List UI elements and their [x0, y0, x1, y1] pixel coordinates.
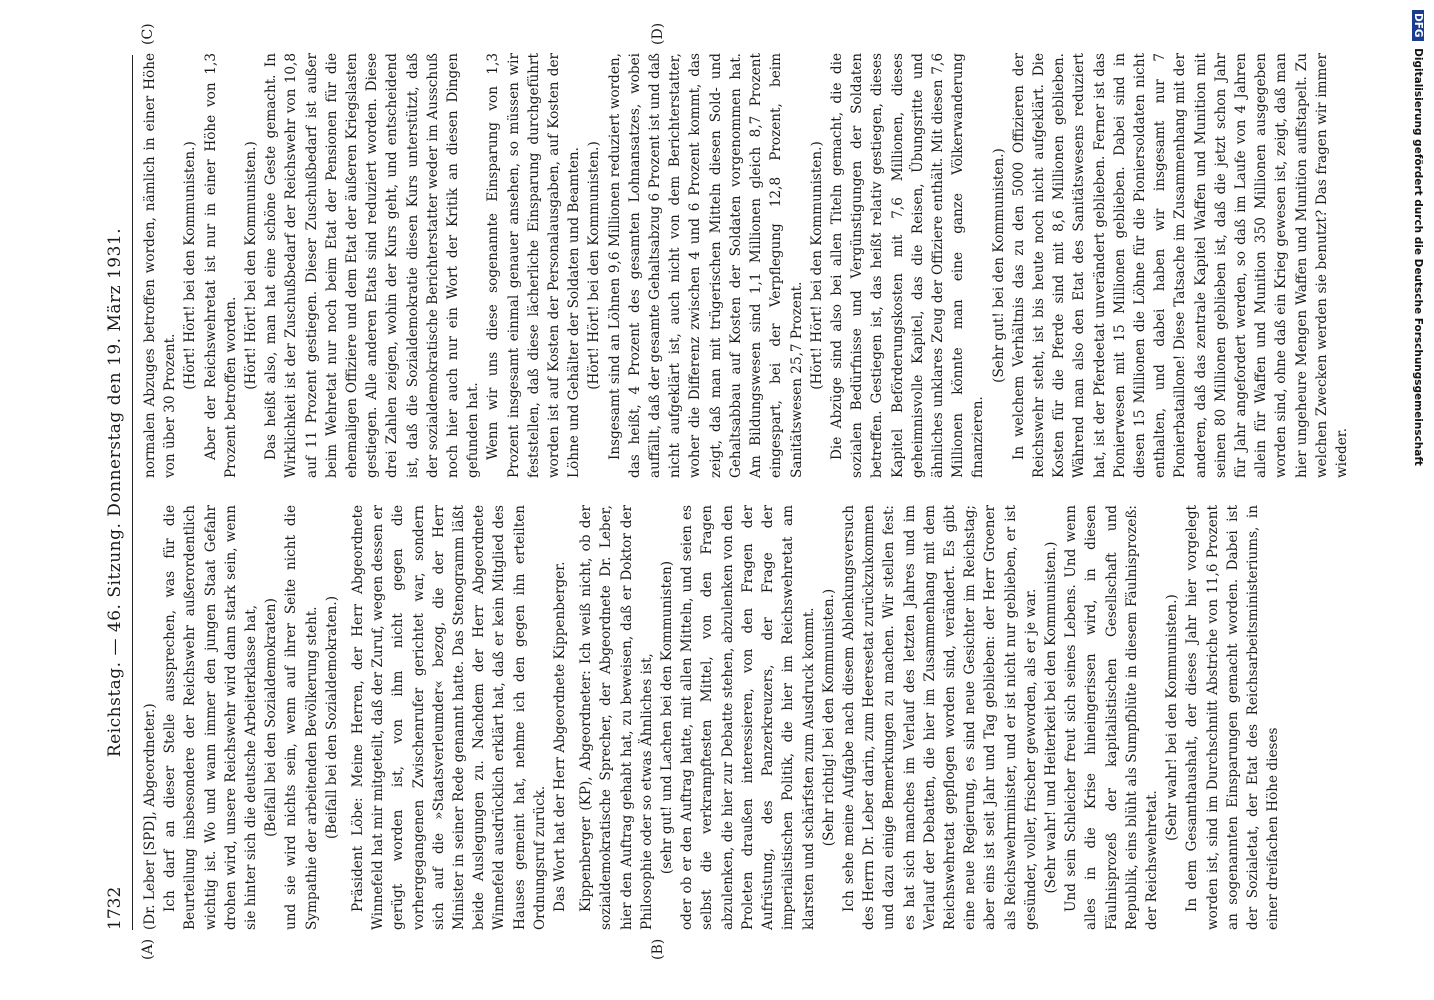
- speaker-reference: (Dr. Leber [SPD], Abgeordneter.): [142, 703, 158, 930]
- interjection: (Hört! Hört! bei den Kommunisten.): [243, 141, 260, 390]
- interjection: (Hört! Hört! bei den Kommunisten.): [586, 141, 603, 390]
- page-number: 1732: [105, 886, 125, 930]
- paragraph: In welchem Verhältnis das zu den 5000 Offizieren der Reichswehr steht, ist bis heute noch nicht aufgeklärt. Die Kosten für die Pferde sind mit 8,6 Millionen geblieben. Während man also den Etat des Sanitätswesens reduziert hat, ist der Pferdeetat unverändert geblieben. Ferner ist das Pionierwesen mit 15 Millionen geblieben. Dabei sind in diesen 15 Millionen die Löhne für die Pioniersoldaten nicht enthalten, und dabei haben wir insgesamt nur 7 Pionierbataillone! Diese Tatsache im Zusammenhang mit der anderen, daß das zentrale Kapitel Waffen und Munition mit seinen 80 Millionen geblieben ist, daß die jetzt schon Jahr für Jahr angefordert werden, so daß im Laufe von 4 Jahren allein für Waffen und Munition 350 Millionen ausgegeben worden sind, ohne daß ein Krieg gewesen ist, zeigt, daß man hier ungeheure Mengen Waffen und Munition auffstapelt. Zu welchen Zwecken werden sie benutzt? Das fragen wir immer wieder.: [1010, 53, 1350, 478]
- interjection: (sehr gut! und Lachen bei den Kommunisten): [659, 560, 676, 875]
- rotated-page: [50, 0, 1350, 1000]
- paragraph: Das heißt also, man hat eine schöne Geste gemacht. In Wirklichkeit ist der Zuschußbedarf der Reichswehr von 10,8 auf 11 Prozent gestiegen. Dieser Zuschußbedarf ist außer beim Wehretat nur noch beim Etat der Pensionen für die ehemaligen Offiziere und dem Etat der äußeren Kriegslasten gestiegen. Alle anderen Etats sind reduziert worden. Diese drei Zahlen zeigen, wohin der Kurs geht, und entscheidend ist, daß die Sozialdemokratie diesen Kurs unterstützt, daß der sozialdemokratische Berichterstatter weder im Ausschuß noch hier auch nur ein Wort der Kritik an diesen Dingen gefunden hat.: [263, 53, 482, 478]
- paragraph: Insgesamt sind an Löhnen 9,6 Millionen reduziert worden, das heißt, 4 Prozent des gesamten Lohnansatzes, wobei auffällt, daß der gesamte Gehaltsabzug 6 Prozent ist und daß nicht aufgeklärt ist, auch nicht von dem Berichterstatter, woher die Differenz zwischen 4 und 6 Prozent kommt, das zeigt, daß man mit trügerischen Mitteln diesen Sold- und Gehaltsabbau auf Kosten der Soldaten vorgenommen hat. Am Bildungswesen sind 1,1 Millionen gleich 8,7 Prozent eingespart, bei der Verpflegung 12,8 Prozent, beim Sanitätswesen 25,7 Prozent.: [606, 53, 805, 478]
- right-column: [140, 53, 1352, 478]
- paragraph: Die Abzüge sind also bei allen Titeln gemacht, die die sozialen Bedürfnisse und Vergünstigungen der Soldaten betreffen. Gestiegen ist, das heißt relativ gestiegen, dieses Kapitel Beförderungskosten mit 7,6 Millionen, dieses geheimnisvolle Kapitel, das die Reisen, Übungsritte und ähnliches unklares Zeug der Offiziere enthält. Mit diesen 7,6 Millionen könnte man eine ganze Völkerwanderung finanzieren.: [828, 53, 987, 478]
- paragraph: Und sein Schleicher freut sich seines Lebens. Und wenn alles in die Krise hineingerissen wird, in diesen Fäulnisprozeß der kapitalistischen Gesellschaft und Republik, eins blüht als Sumpfblüte in diesem Fäulnisprozeß: der Reichswehretat.: [1063, 505, 1160, 930]
- paragraph: Wenn wir uns diese sogenannte Einsparung von 1,3 Prozent insgesamt einmal genauer ansehen, so müssen wir feststellen, daß diese lächerliche Einsparung durchgeführt worden ist auf Kosten der Personalausgaben, auf Kosten der Löhne und Gehälter der Soldaten und Beamten.: [485, 53, 583, 478]
- page-header: [105, 55, 131, 930]
- running-title: Reichstag. — 46. Sitzung. Donnerstag den 19. März 1931.: [105, 227, 125, 758]
- dfg-logo: DFG: [1412, 10, 1424, 41]
- margin-marker-a: (A): [140, 938, 156, 960]
- paragraph: Ich sehe meine Aufgabe nach diesem Ablenkungsversuch des Herrn Dr. Leber darin, zum Heeresetat zurückzukommen und dazu einige Bemerkungen zu machen. Wir stellen fest: es hat sich manches im Verlauf des letzten Jahres und im Verlauf der Debatten, die hier im Zusammenhang mit dem Reichswehretat gepflogen worden sind, verändert. Es gibt eine neue Regierung, es sind neue Gesichter im Reichstag; aber eins ist seit Jahr und Tag geblieben: der Herr Groener als Reichswehrminister, und er ist nicht nur geblieben, er ist gesünder, voller, frischer geworden, als er je war.: [840, 505, 1039, 930]
- digitization-credit: [1412, 10, 1424, 466]
- paragraph: In dem Gesamthaushalt, der dieses Jahr hier vorgelegt worden ist, sind im Durchschnitt Abstriche von 11,6 Prozent an sogenannten Einsparungen gemacht worden. Dabei ist der Sozialetat, der Etat des Reichsarbeitsministeriums, in einer dreifachen Höhe dieses: [1184, 505, 1282, 930]
- interjection: (Hört! Hört! bei den Kommunisten.): [182, 141, 199, 390]
- header-rule: [132, 55, 133, 930]
- interjection: (Beifall bei den Sozialdemokraten.): [323, 595, 340, 840]
- margin-marker-d: (D): [650, 22, 666, 45]
- interjection: (Beifall bei den Sozialdemokraten): [263, 598, 280, 837]
- paragraph: oder ob er den Auftrag hatte, mit allen Mitteln, und seien es selbst die verkrampftesten Mittel, von den Fragen abzulenken, die hier zur Debatte stehen, abzulenken von den Proleten draußen interessieren, von den Fragen der Aufrüstung, des Panzerkreuzers, der Frage der imperialistischen Politik, die hier im Reichswehretat am klarsten und schärfsten zum Ausdruck kommt.: [679, 505, 817, 930]
- paragraph: Präsident Löbe: Meine Herren, der Herr Abgeordnete Winnefeld hat mir mitgeteilt, daß der Zuruf, wegen dessen er gerügt worden ist, von ihm nicht gegen die vorhergegangenen Zwischenrufer gerichtet war, sondern sich auf die »Staatsverleumder« bezog, die der Herr Minister in seiner Rede genannt hatte. Das Stenogramm läßt beide Auslegungen zu. Nachdem der Herr Abgeordnete Winnefeld ausdrücklich erklärt hat, daß er kein Mitglied des Hauses gemeint hat, nehme ich den gegen ihn erteilten Ordnungsruf zurück.: [350, 505, 548, 930]
- paragraph: normalen Abzuges betroffen worden, nämlich in einer Höhe von über 30 Prozent.: [142, 53, 179, 478]
- interjection: (Sehr gut! bei den Kommunisten.): [990, 148, 1007, 383]
- interjection: (Sehr wahr! und Heiterkeit bei den Kommunisten.): [1042, 541, 1059, 894]
- paragraph: Ich darf an dieser Stelle aussprechen, was für die Beurteilung insbesondere der Reichswehr außerordentlich wichtig ist. Wo und wann immer den jungen Staat Gefahr drohen wird, unsere Reichswehr wird dann stark sein, wenn sie hinter sich die deutsche Arbeiterklasse hat,: [162, 505, 260, 930]
- paragraph: Aber der Reichswehretat ist nur in einer Höhe von 1,3 Prozent betroffen worden.: [202, 53, 239, 478]
- paragraph: und sie wird nichts sein, wenn auf ihrer Seite nicht die Sympathie der arbeitenden Bevölkerung steht.: [283, 505, 320, 930]
- interjection: (Sehr wahr! bei den Kommunisten.): [1164, 594, 1181, 841]
- margin-marker-b: (B): [650, 938, 666, 960]
- margin-marker-c: (C): [140, 23, 156, 45]
- credit-text: Digitalisierung gefördert durch die Deutsche Forschungsgemeinschaft: [1412, 48, 1424, 466]
- paragraph: Das Wort hat der Herr Abgeordnete Kippenberger.: [552, 561, 569, 912]
- interjection: (Hört! Hört! bei den Kommunisten.): [808, 141, 825, 390]
- interjection: (Sehr richtig! bei den Kommunisten.): [820, 588, 837, 847]
- paragraph: Kippenberger (KP), Abgeordneter: Ich weiß nicht, ob der sozialdemokratische Sprecher, der Abgeordnete Dr. Leber, hier den Auftrag gehabt hat, zu beweisen, daß er Doktor der Philosophie oder so etwas Ähnliches ist,: [578, 505, 655, 930]
- left-column: [140, 505, 1283, 930]
